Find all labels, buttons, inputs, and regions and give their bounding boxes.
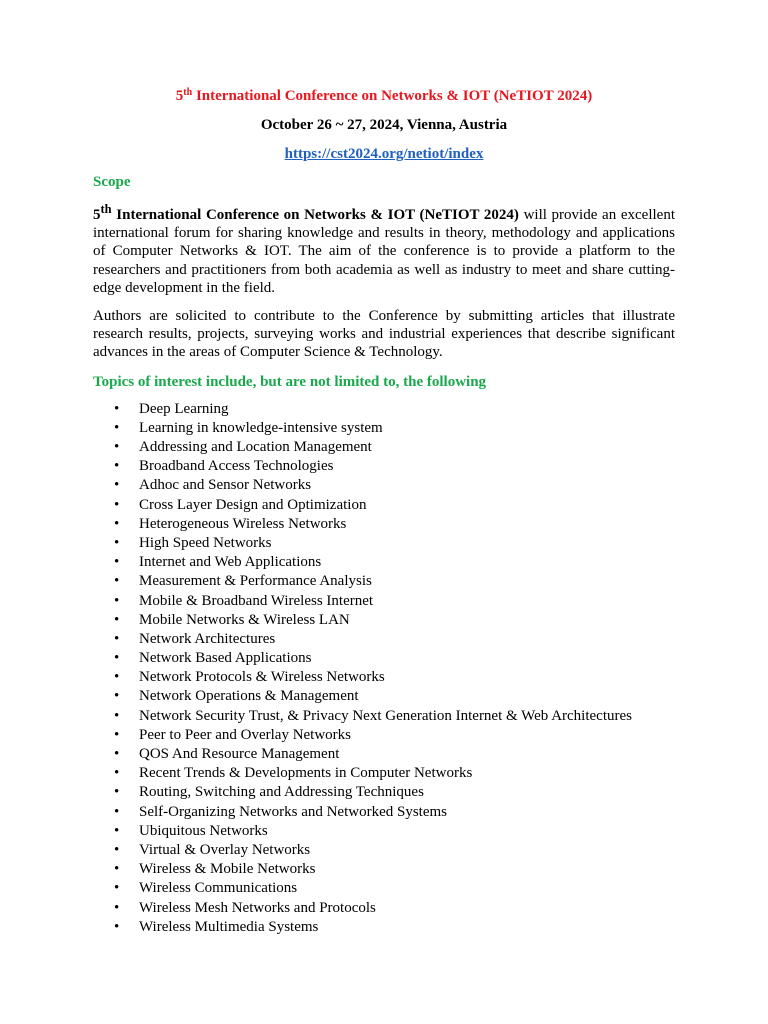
scope-paragraph: [93, 200, 675, 297]
bullet-icon: •: [114, 611, 120, 628]
scope-lead-suffix: th: [100, 202, 112, 216]
topic-list-item: [93, 419, 675, 438]
bullet-icon: •: [114, 534, 120, 551]
topic-list-item: [93, 496, 675, 515]
topic-label: Network Architectures: [139, 630, 276, 647]
topic-label: Mobile Networks & Wireless LAN: [139, 611, 350, 628]
topic-label: Wireless & Mobile Networks: [139, 861, 316, 878]
bullet-icon: •: [114, 918, 120, 935]
topic-list-item: [93, 649, 675, 668]
topic-list-item: [93, 457, 675, 476]
topic-label: Measurement & Performance Analysis: [139, 573, 372, 590]
bullet-icon: •: [114, 630, 120, 647]
topic-list-item: [93, 687, 675, 706]
scope-lead: [93, 202, 519, 223]
bullet-icon: •: [114, 515, 120, 532]
bullet-icon: •: [114, 669, 120, 686]
topic-label: Network Security Trust, & Privacy Next Generation Internet & Web Architectures: [139, 707, 632, 724]
bullet-icon: •: [114, 784, 120, 801]
topic-list-item: [93, 783, 675, 802]
topic-label: Wireless Communications: [139, 880, 298, 897]
bullet-icon: •: [114, 841, 120, 858]
topic-list-item: [93, 515, 675, 534]
topic-list-item: [93, 899, 675, 918]
title-ordinal-suffix: th: [183, 87, 193, 98]
scope-heading: Scope: [93, 174, 131, 190]
topic-label: QOS And Resource Management: [139, 746, 340, 762]
topics-list: [93, 400, 675, 937]
topic-label: High Speed Networks: [139, 534, 272, 551]
bullet-icon: •: [114, 573, 120, 590]
topic-label: Heterogeneous Wireless Networks: [139, 515, 347, 532]
topic-list-item: [93, 592, 675, 611]
topic-label: Addressing and Location Management: [139, 439, 372, 455]
topic-list-item: [93, 553, 675, 572]
topic-list-item: [93, 726, 675, 745]
bullet-icon: •: [114, 496, 120, 513]
scope-lead-number: 5: [93, 207, 101, 223]
topic-label: Adhoc and Sensor Networks: [139, 477, 312, 494]
bullet-icon: •: [114, 650, 120, 667]
topic-list-item: [93, 707, 675, 726]
topic-list-item: [93, 438, 675, 457]
conference-title: [93, 86, 675, 106]
topic-list-item: [93, 630, 675, 649]
topic-list-item: [93, 611, 675, 630]
topic-label: Network Operations & Management: [139, 688, 359, 705]
topic-label: Learning in knowledge-intensive system: [139, 419, 383, 436]
topic-label: Mobile & Broadband Wireless Internet: [139, 592, 374, 609]
conference-dates: October 26 ~ 27, 2024, Vienna, Austria: [260, 117, 508, 133]
bullet-icon: •: [114, 400, 120, 417]
topic-list-item: [93, 400, 675, 419]
bullet-icon: •: [114, 726, 120, 743]
topic-list-item: [93, 879, 675, 898]
topic-list-item: [93, 860, 675, 879]
bullet-icon: •: [114, 899, 120, 916]
topics-heading: Topics of interest include, but are not limited to, the following: [93, 373, 487, 390]
bullet-icon: •: [114, 592, 120, 609]
topic-list-item: [93, 841, 675, 860]
bullet-icon: •: [114, 419, 120, 436]
bullet-icon: •: [114, 707, 120, 724]
topic-list-item: [93, 476, 675, 495]
title-text: International Conference on Networks & IOT (NeTIOT 2024): [192, 88, 593, 104]
bullet-icon: •: [114, 477, 120, 494]
scope-lead-text: International Conference on Networks & IOT (NeTIOT 2024): [111, 207, 519, 223]
topic-label: Peer to Peer and Overlay Networks: [139, 726, 352, 743]
bullet-icon: •: [114, 822, 120, 839]
topic-list-item: [93, 822, 675, 841]
authors-paragraph: Authors are solicited to contribute to the Conference by submitting articles that illustrate research results, projects, surveying works and industrial experiences that describe significant advances in the areas of Computer Science & Technology.: [93, 308, 675, 361]
bullet-icon: •: [114, 439, 120, 455]
topic-label: Ubiquitous Networks: [139, 822, 268, 839]
topic-label: Self-Organizing Networks and Networked Systems: [139, 803, 447, 820]
topic-label: Broadband Access Technologies: [139, 458, 334, 475]
bullet-icon: •: [114, 554, 120, 571]
title-ordinal-number: 5: [175, 88, 184, 104]
topic-list-item: [93, 918, 675, 937]
bullet-icon: •: [114, 765, 120, 782]
bullet-icon: •: [114, 861, 120, 878]
topic-label: Deep Learning: [139, 400, 229, 417]
bullet-icon: •: [114, 458, 120, 475]
bullet-icon: •: [114, 746, 120, 762]
topic-label: Cross Layer Design and Optimization: [139, 496, 367, 513]
bullet-icon: •: [114, 803, 120, 820]
topic-label: Network Protocols & Wireless Networks: [139, 669, 385, 686]
topic-list-item: [93, 534, 675, 553]
topic-label: Recent Trends & Developments in Computer Networks: [139, 765, 473, 782]
topic-label: Wireless Multimedia Systems: [139, 918, 319, 935]
topic-label: Virtual & Overlay Networks: [139, 841, 311, 858]
topic-list-item: [93, 803, 675, 822]
topic-label: Internet and Web Applications: [139, 554, 322, 571]
bullet-icon: •: [114, 880, 120, 897]
topic-list-item: [93, 764, 675, 783]
scope-paragraph-text: will provide an excellent international forum for sharing knowledge and results in theory, methodology and applications of Computer Networks & IOT. The aim of the conference is to provide a platform to the researchers and practitioners from both academia as well as industry to meet and share cutting-edge development in the field.: [93, 207, 675, 296]
topic-label: Wireless Mesh Networks and Protocols: [139, 899, 376, 916]
bullet-icon: •: [114, 688, 120, 705]
topic-list-item: [93, 668, 675, 687]
topic-label: Routing, Switching and Addressing Techniques: [139, 784, 424, 801]
topic-label: Network Based Applications: [139, 650, 312, 667]
conference-url-link[interactable]: https://cst2024.org/netiot/index: [284, 146, 484, 162]
topic-list-item: [93, 572, 675, 591]
conference-url-line: [93, 144, 675, 164]
topic-list-item: [93, 745, 675, 764]
